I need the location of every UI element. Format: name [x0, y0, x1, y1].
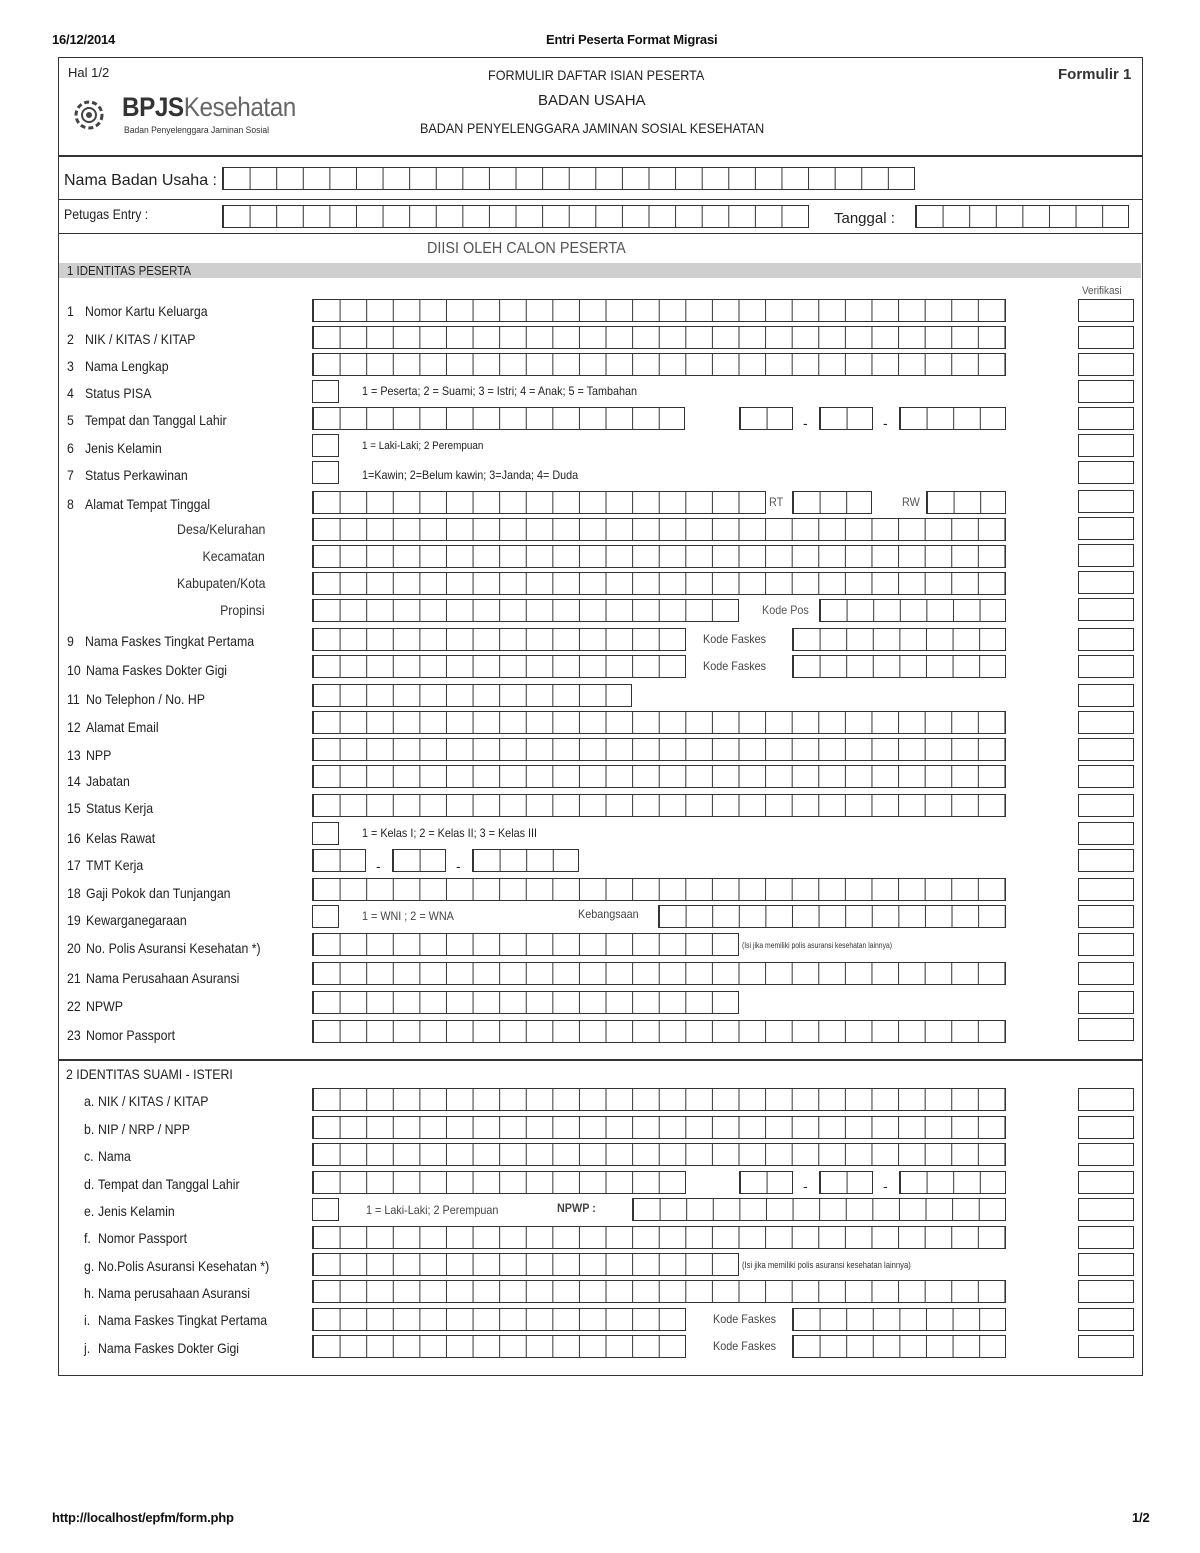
- page-label: Hal 1/2: [68, 65, 110, 80]
- print-page-number: 1/2: [1132, 1510, 1150, 1525]
- logo-tagline: Badan Penyelenggara Jaminan Sosial: [124, 125, 269, 135]
- verifikasi-checkbox[interactable]: [1078, 684, 1134, 707]
- verifikasi-checkbox[interactable]: [1078, 490, 1134, 513]
- section1-row-label: No. Polis Asuransi Kesehatan *): [86, 940, 261, 956]
- section2-row-label: Nomor Passport: [98, 1230, 188, 1246]
- passport-input[interactable]: [312, 1020, 1006, 1043]
- faskes-gigi-input[interactable]: [312, 655, 686, 678]
- section2-row-number: h.: [84, 1285, 95, 1301]
- pasangan-perusahaan-asuransi-input[interactable]: [312, 1280, 1006, 1303]
- nama-badan-usaha-label: Nama Badan Usaha :: [64, 172, 217, 189]
- section2-row-number: g.: [84, 1258, 95, 1274]
- verifikasi-label: Verifikasi: [1082, 285, 1122, 297]
- section1-row-number: 6: [67, 440, 74, 456]
- address-sub-label: Propinsi: [220, 602, 265, 618]
- band-title: DIISI OLEH CALON PESERTA: [427, 240, 626, 257]
- pasangan-faskes-tk1-input[interactable]: [312, 1308, 686, 1331]
- section1-row-number: 23: [67, 1027, 81, 1043]
- verifikasi-checkbox[interactable]: [1078, 849, 1134, 872]
- section1-title: 1 IDENTITAS PESERTA: [67, 263, 191, 278]
- verifikasi-checkbox[interactable]: [1078, 353, 1134, 376]
- section1-row-label: TMT Kerja: [86, 857, 144, 873]
- polis-input[interactable]: [312, 933, 739, 956]
- address-sub-label: Kabupaten/Kota: [176, 575, 265, 591]
- polis-note: (Isi jika memiliki polis asuransi kesehatan lainnya): [742, 941, 893, 950]
- desa-input[interactable]: [312, 518, 1006, 541]
- section1-row-number: 3: [67, 358, 74, 374]
- section1-row-label: Nomor Kartu Keluarga: [85, 303, 208, 319]
- section1-row-number: 10: [67, 662, 81, 678]
- section2-row-label: No.Polis Asuransi Kesehatan *): [98, 1258, 270, 1274]
- section1-row-label: Jabatan: [86, 773, 130, 789]
- print-url: http://localhost/epfm/form.php: [52, 1510, 234, 1525]
- email-input[interactable]: [312, 711, 1006, 734]
- section1-row-label: Kelas Rawat: [86, 830, 156, 846]
- tgl-lahir-day-input[interactable]: [739, 407, 793, 430]
- verifikasi-checkbox[interactable]: [1078, 991, 1134, 1014]
- rw-label: RW: [902, 495, 920, 509]
- pasangan-kode-faskes-gigi-input[interactable]: [792, 1335, 1006, 1358]
- verifikasi-checkbox[interactable]: [1078, 905, 1134, 928]
- form-code: Formulir 1: [1058, 66, 1132, 83]
- kewarganegaraan-options: 1 = WNI ; 2 = WNA: [362, 909, 454, 923]
- pasangan-nik-input[interactable]: [312, 1088, 1006, 1111]
- section1-row-number: 17: [67, 857, 81, 873]
- perusahaan-asuransi-input[interactable]: [312, 962, 1006, 985]
- section2-title: 2 IDENTITAS SUAMI - ISTERI: [66, 1066, 233, 1082]
- pasangan-kode-faskes-gigi-label: Kode Faskes: [713, 1339, 777, 1353]
- section1-row-label: Nomor Passport: [86, 1027, 176, 1043]
- verifikasi-checkbox[interactable]: [1078, 598, 1134, 621]
- kelas-rawat-input[interactable]: [312, 822, 339, 845]
- section1-row-number: 19: [67, 912, 81, 928]
- pasangan-polis-note: (Isi jika memiliki polis asuransi kesehatan lainnya): [742, 1260, 911, 1270]
- nomor-kk-input[interactable]: [312, 299, 1006, 322]
- verifikasi-checkbox[interactable]: [1078, 765, 1134, 788]
- kebangsaan-input[interactable]: [658, 905, 1006, 928]
- jenis-kelamin-input[interactable]: [312, 434, 339, 457]
- section1-row-number: 12: [67, 719, 81, 735]
- tgl-lahir-month-input[interactable]: [819, 407, 873, 430]
- section1-row-label: Jenis Kelamin: [85, 440, 162, 456]
- pasangan-nip-input[interactable]: [312, 1116, 1006, 1139]
- section1-row-label: No Telephon / No. HP: [86, 691, 205, 707]
- address-sub-label: Kecamatan: [202, 548, 265, 564]
- verifikasi-checkbox[interactable]: [1078, 544, 1134, 567]
- tmt-year-input[interactable]: [472, 849, 579, 872]
- section1-row-label: Alamat Tempat Tinggal: [85, 496, 211, 512]
- status-kerja-input[interactable]: [312, 794, 1006, 817]
- verifikasi-checkbox[interactable]: [1078, 1143, 1134, 1166]
- section2-row-number: a.: [84, 1093, 95, 1109]
- kabupaten-input[interactable]: [312, 572, 1006, 595]
- logo-sub: Kesehatan: [183, 92, 296, 122]
- petugas-entry-input[interactable]: [222, 205, 809, 228]
- section1-row-number: 21: [67, 970, 81, 986]
- section1-row-label: NIK / KITAS / KITAP: [85, 331, 196, 347]
- kode-faskes-gigi-label: Kode Faskes: [703, 659, 767, 673]
- section2-row-label: Nama: [98, 1148, 131, 1164]
- section1-row-number: 16: [67, 830, 81, 846]
- pasangan-npwp-label: NPWP :: [557, 1201, 596, 1215]
- verifikasi-checkbox[interactable]: [1078, 933, 1134, 956]
- section1-row-label: Tempat dan Tanggal Lahir: [85, 412, 227, 428]
- verifikasi-checkbox[interactable]: [1078, 962, 1134, 985]
- section1-row-number: 2: [67, 331, 74, 347]
- date-sep: -: [376, 858, 381, 874]
- tmt-month-input[interactable]: [392, 849, 446, 872]
- alamat-input[interactable]: [312, 491, 766, 514]
- bpjs-logo-icon: [72, 95, 106, 135]
- section1-row-label: Nama Faskes Dokter Gigi: [86, 662, 228, 678]
- section1-row-number: 4: [67, 385, 74, 401]
- verifikasi-checkbox[interactable]: [1078, 434, 1134, 457]
- tanggal-label: Tanggal :: [834, 210, 895, 227]
- kewarganegaraan-input[interactable]: [312, 905, 339, 928]
- nama-lengkap-input[interactable]: [312, 353, 1006, 376]
- pasangan-tgl-day-input[interactable]: [739, 1171, 793, 1194]
- tanggal-input[interactable]: [915, 205, 1129, 228]
- section1-row-label: Nama Perusahaan Asuransi: [86, 970, 240, 986]
- form-title: FORMULIR DAFTAR ISIAN PESERTA: [488, 67, 705, 83]
- kode-faskes-label: Kode Faskes: [703, 632, 767, 646]
- kode-faskes-tk1-input[interactable]: [792, 628, 1006, 651]
- pasangan-npwp-input[interactable]: [632, 1198, 1006, 1221]
- pasangan-jenis-kelamin-input[interactable]: [312, 1198, 339, 1221]
- verifikasi-checkbox[interactable]: [1078, 628, 1134, 651]
- date-sep: -: [803, 415, 808, 431]
- section2-row-label: NIK / KITAS / KITAP: [98, 1093, 209, 1109]
- kode-pos-input[interactable]: [819, 599, 1006, 622]
- section1-row-number: 14: [67, 773, 81, 789]
- section1-row-label: Status Perkawinan: [85, 467, 188, 483]
- section2-row-number: b.: [84, 1121, 95, 1137]
- verifikasi-checkbox[interactable]: [1078, 517, 1134, 540]
- pasangan-jenis-kelamin-options: 1 = Laki-Laki; 2 Perempuan: [366, 1203, 499, 1217]
- verifikasi-checkbox[interactable]: [1078, 655, 1134, 678]
- npp-input[interactable]: [312, 738, 1006, 761]
- pasangan-tgl-year-input[interactable]: [899, 1171, 1006, 1194]
- verifikasi-checkbox[interactable]: [1078, 571, 1134, 594]
- propinsi-input[interactable]: [312, 599, 739, 622]
- jenis-kelamin-options: 1 = Laki-Laki; 2 Perempuan: [362, 440, 484, 452]
- section1-row-number: 7: [67, 467, 74, 483]
- section2-row-label: Nama Faskes Dokter Gigi: [98, 1340, 240, 1356]
- section2-row-label: Jenis Kelamin: [98, 1203, 175, 1219]
- kode-faskes-gigi-input[interactable]: [792, 655, 1006, 678]
- section1-row-number: 5: [67, 412, 74, 428]
- status-pisa-options: 1 = Peserta; 2 = Suami; 3 = Istri; 4 = Anak; 5 = Tambahan: [362, 384, 638, 398]
- verifikasi-checkbox[interactable]: [1078, 1335, 1134, 1358]
- pasangan-faskes-gigi-input[interactable]: [312, 1335, 686, 1358]
- date-sep: -: [456, 858, 461, 874]
- status-perkawinan-input[interactable]: [312, 461, 339, 484]
- address-sub-label: Desa/Kelurahan: [176, 521, 265, 537]
- section2-row-label: Nama Faskes Tingkat Pertama: [98, 1312, 268, 1328]
- section1-row-number: 11: [67, 691, 80, 707]
- section1-row-label: Nama Faskes Tingkat Pertama: [85, 633, 255, 649]
- section2-row-number: e.: [84, 1203, 95, 1219]
- nik-input[interactable]: [312, 326, 1006, 349]
- verifikasi-checkbox[interactable]: [1078, 1253, 1134, 1276]
- verifikasi-checkbox[interactable]: [1078, 711, 1134, 734]
- section1-row-label: Nama Lengkap: [85, 358, 169, 374]
- section2-row-label: NIP / NRP / NPP: [98, 1121, 190, 1137]
- section2-row-number: i.: [84, 1312, 91, 1328]
- section1-row-label: Alamat Email: [86, 719, 159, 735]
- verifikasi-checkbox[interactable]: [1078, 326, 1134, 349]
- verifikasi-checkbox[interactable]: [1078, 1018, 1134, 1041]
- section1-row-label: Status Kerja: [86, 800, 154, 816]
- gaji-input[interactable]: [312, 878, 1006, 901]
- faskes-tk1-input[interactable]: [312, 628, 686, 651]
- verifikasi-checkbox[interactable]: [1078, 461, 1134, 484]
- rt-label: RT: [769, 495, 784, 509]
- section1-row-number: 15: [67, 800, 81, 816]
- date-sep: -: [883, 1178, 888, 1194]
- verifikasi-checkbox[interactable]: [1078, 1088, 1134, 1111]
- section1-row-number: 22: [67, 998, 81, 1014]
- tempat-lahir-input[interactable]: [312, 407, 685, 430]
- section1-row-number: 20: [67, 940, 81, 956]
- pasangan-polis-input[interactable]: [312, 1253, 739, 1276]
- pasangan-kode-faskes-tk1-input[interactable]: [792, 1308, 1006, 1331]
- nama-badan-usaha-input[interactable]: [222, 167, 915, 190]
- verifikasi-checkbox[interactable]: [1078, 1308, 1134, 1331]
- pasangan-tgl-month-input[interactable]: [819, 1171, 873, 1194]
- verifikasi-checkbox[interactable]: [1078, 1171, 1134, 1194]
- tmt-day-input[interactable]: [312, 849, 366, 872]
- rt-input[interactable]: [792, 491, 872, 514]
- kecamatan-input[interactable]: [312, 545, 1006, 568]
- petugas-entry-label: Petugas Entry :: [64, 206, 149, 222]
- verifikasi-checkbox[interactable]: [1078, 1226, 1134, 1249]
- section1-row-label: Kewarganegaraan: [86, 912, 187, 928]
- rw-input[interactable]: [926, 491, 1006, 514]
- status-pisa-input[interactable]: [312, 380, 339, 403]
- pasangan-nama-input[interactable]: [312, 1143, 1006, 1166]
- date-sep: -: [803, 1178, 808, 1194]
- section2-row-number: j.: [84, 1340, 91, 1356]
- section2-row-number: c.: [84, 1148, 94, 1164]
- section1-row-number: 1: [67, 303, 74, 319]
- section2-row-label: Nama perusahaan Asuransi: [98, 1285, 251, 1301]
- kebangsaan-label: Kebangsaan: [578, 907, 639, 921]
- section1-row-number: 9: [67, 633, 74, 649]
- verifikasi-checkbox[interactable]: [1078, 1116, 1134, 1139]
- section2-row-label: Tempat dan Tanggal Lahir: [98, 1176, 240, 1192]
- verifikasi-checkbox[interactable]: [1078, 1280, 1134, 1303]
- date-sep: -: [883, 415, 888, 431]
- verifikasi-checkbox[interactable]: [1078, 380, 1134, 403]
- form-subtitle: BADAN USAHA: [538, 92, 646, 109]
- section1-row-number: 8: [67, 496, 74, 512]
- pasangan-kode-faskes-label: Kode Faskes: [713, 1312, 777, 1326]
- status-perkawinan-options: 1=Kawin; 2=Belum kawin; 3=Janda; 4= Duda: [362, 468, 579, 482]
- logo-text: [122, 92, 296, 123]
- tgl-lahir-year-input[interactable]: [899, 407, 1006, 430]
- section1-row-label: NPP: [86, 747, 112, 763]
- section2-row-number: d.: [84, 1176, 95, 1192]
- verifikasi-checkbox[interactable]: [1078, 299, 1134, 322]
- telephon-input[interactable]: [312, 684, 632, 707]
- verifikasi-checkbox[interactable]: [1078, 1198, 1134, 1221]
- section1-row-label: NPWP: [86, 998, 123, 1014]
- section1-row-label: Status PISA: [85, 385, 152, 401]
- kode-pos-label: Kode Pos: [762, 603, 809, 617]
- pasangan-passport-input[interactable]: [312, 1226, 1006, 1249]
- verifikasi-checkbox[interactable]: [1078, 878, 1134, 901]
- kelas-rawat-options: 1 = Kelas I; 2 = Kelas II; 3 = Kelas III: [362, 826, 538, 840]
- section2-row-number: f.: [84, 1230, 91, 1246]
- pasangan-tempat-lahir-input[interactable]: [312, 1171, 686, 1194]
- print-title: Entri Peserta Format Migrasi: [546, 32, 718, 47]
- section1-row-number: 18: [67, 885, 81, 901]
- jabatan-input[interactable]: [312, 765, 1006, 788]
- form-organization: BADAN PENYELENGGARA JAMINAN SOSIAL KESEHATAN: [420, 120, 765, 136]
- section1-row-label: Gaji Pokok dan Tunjangan: [86, 885, 231, 901]
- logo-main: BPJS: [122, 92, 184, 122]
- verifikasi-checkbox[interactable]: [1078, 794, 1134, 817]
- verifikasi-checkbox[interactable]: [1078, 822, 1134, 845]
- npwp-input[interactable]: [312, 991, 739, 1014]
- verifikasi-checkbox[interactable]: [1078, 407, 1134, 430]
- section1-row-number: 13: [67, 747, 81, 763]
- verifikasi-checkbox[interactable]: [1078, 738, 1134, 761]
- print-date: 16/12/2014: [52, 32, 116, 47]
